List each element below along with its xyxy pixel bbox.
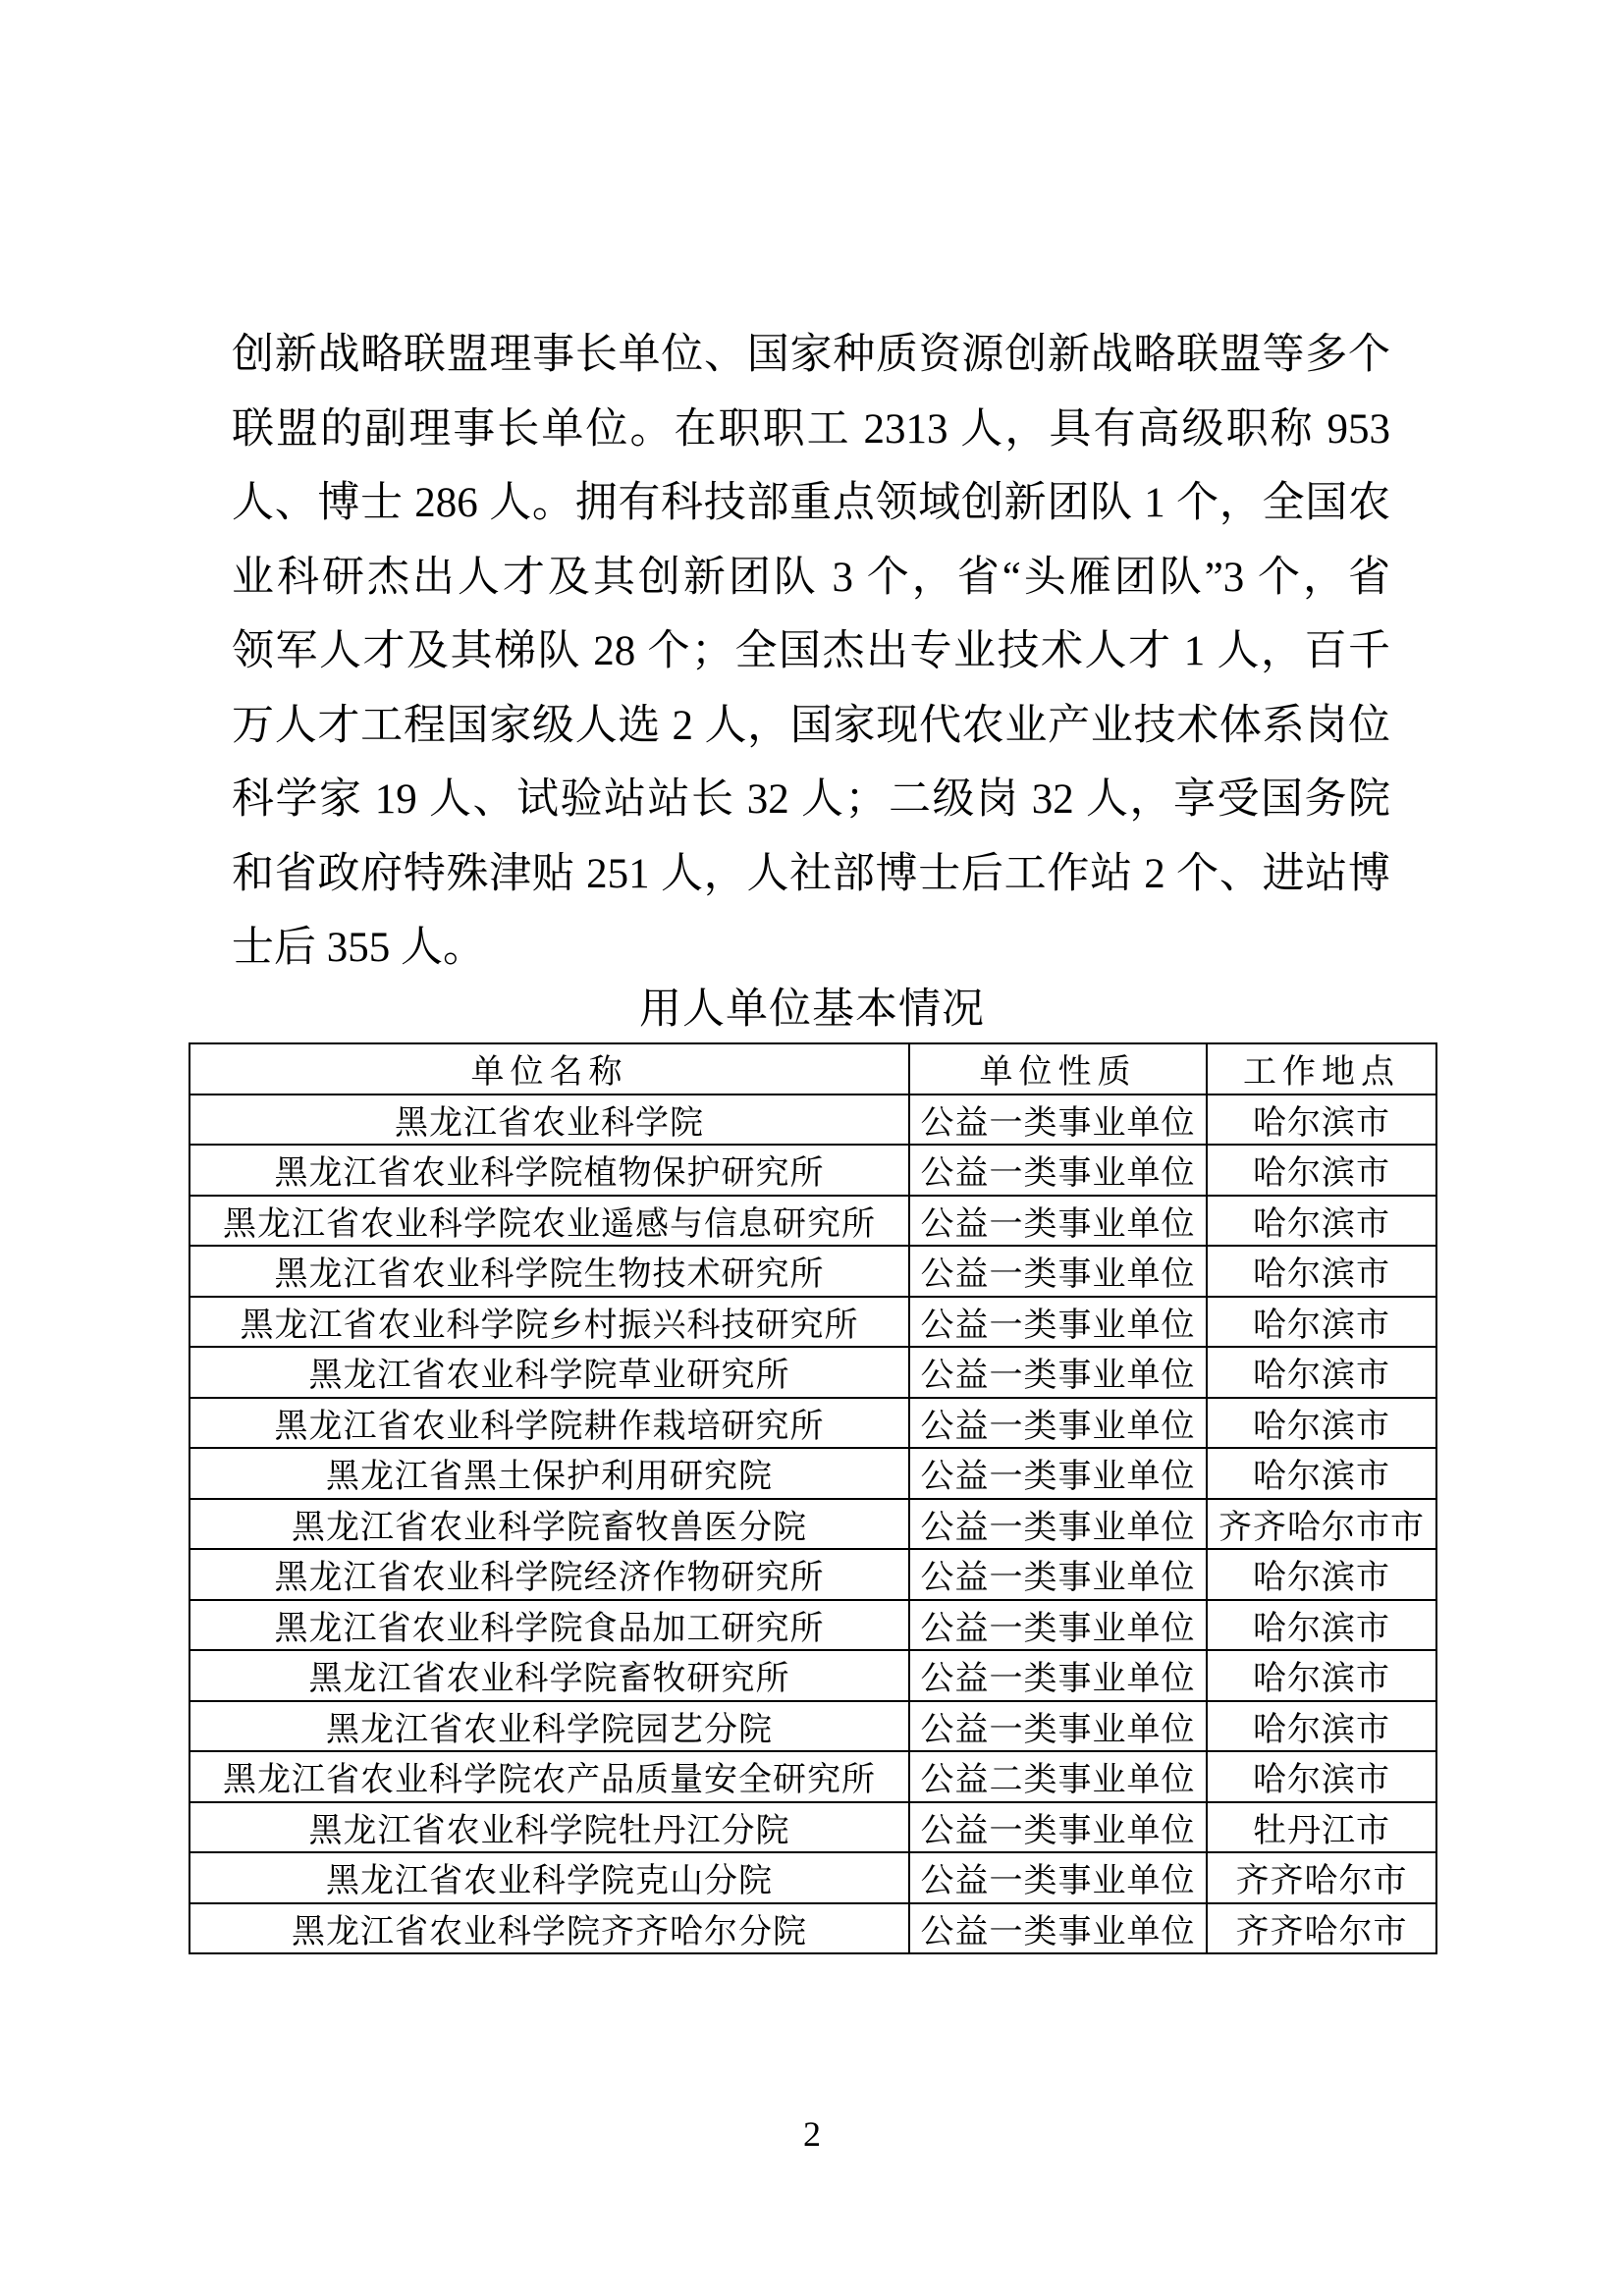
table-cell: 公益一类事业单位 xyxy=(909,1802,1207,1853)
table-cell: 齐齐哈尔市市 xyxy=(1207,1499,1436,1550)
table-cell: 黑龙江省农业科学院克山分院 xyxy=(189,1852,909,1903)
table-row xyxy=(189,1095,1436,1146)
table-cell: 哈尔滨市 xyxy=(1207,1448,1436,1499)
paragraph-line: 创新战略联盟理事长单位、国家种质资源创新战略联盟等多个 xyxy=(232,332,1390,378)
table-cell: 黑龙江省农业科学院 xyxy=(189,1095,909,1146)
table-cell: 公益一类事业单位 xyxy=(909,1398,1207,1449)
table-row xyxy=(189,1145,1436,1196)
table-cell: 黑龙江省农业科学院植物保护研究所 xyxy=(189,1145,909,1196)
table-cell: 公益一类事业单位 xyxy=(909,1650,1207,1701)
table-row xyxy=(189,1196,1436,1247)
table-cell: 黑龙江省农业科学院农产品质量安全研究所 xyxy=(189,1751,909,1802)
table-row xyxy=(189,1852,1436,1903)
table-cell: 公益一类事业单位 xyxy=(909,1145,1207,1196)
paragraph-line: 万人才工程国家级人选 2 人，国家现代农业产业技术体系岗位 xyxy=(232,702,1390,749)
table-cell: 黑龙江省农业科学院园艺分院 xyxy=(189,1701,909,1752)
table-cell: 黑龙江省农业科学院畜牧研究所 xyxy=(189,1650,909,1701)
table-row xyxy=(189,1802,1436,1853)
table-cell: 黑龙江省农业科学院草业研究所 xyxy=(189,1347,909,1398)
table-cell: 公益一类事业单位 xyxy=(909,1347,1207,1398)
table-row xyxy=(189,1600,1436,1651)
table-row xyxy=(189,1701,1436,1752)
column-header: 单位名称 xyxy=(189,1043,909,1095)
table-row xyxy=(189,1297,1436,1348)
table-cell: 哈尔滨市 xyxy=(1207,1650,1436,1701)
paragraph-line: 人、博士 286 人。拥有科技部重点领域创新团队 1 个，全国农 xyxy=(232,480,1390,526)
table-cell: 公益一类事业单位 xyxy=(909,1448,1207,1499)
units-table xyxy=(189,1042,1437,1954)
table-title: 用人单位基本情况 xyxy=(639,987,985,1033)
table-header-row xyxy=(189,1043,1436,1095)
body-paragraph xyxy=(232,318,1390,986)
paragraph-line: 和省政府特殊津贴 251 人，人社部博士后工作站 2 个、进站博 xyxy=(232,850,1390,897)
table-row xyxy=(189,1650,1436,1701)
column-header: 工作地点 xyxy=(1207,1043,1436,1095)
table-cell: 黑龙江省农业科学院农业遥感与信息研究所 xyxy=(189,1196,909,1247)
table-cell: 黑龙江省农业科学院齐齐哈尔分院 xyxy=(189,1903,909,1954)
table-cell: 齐齐哈尔市 xyxy=(1207,1903,1436,1954)
table-cell: 哈尔滨市 xyxy=(1207,1297,1436,1348)
paragraph-line: 士后 355 人。 xyxy=(232,925,485,971)
table-cell: 黑龙江省农业科学院耕作栽培研究所 xyxy=(189,1398,909,1449)
table-cell: 公益一类事业单位 xyxy=(909,1246,1207,1297)
table-cell: 牡丹江市 xyxy=(1207,1802,1436,1853)
table-cell: 黑龙江省农业科学院食品加工研究所 xyxy=(189,1600,909,1651)
table-row xyxy=(189,1903,1436,1954)
paragraph-line: 联盟的副理事长单位。在职职工 2313 人，具有高级职称 953 xyxy=(232,405,1390,453)
table-cell: 公益一类事业单位 xyxy=(909,1549,1207,1600)
table-cell: 公益一类事业单位 xyxy=(909,1600,1207,1651)
table-cell: 公益一类事业单位 xyxy=(909,1852,1207,1903)
table-cell: 黑龙江省农业科学院经济作物研究所 xyxy=(189,1549,909,1600)
table-cell: 哈尔滨市 xyxy=(1207,1145,1436,1196)
table-cell: 哈尔滨市 xyxy=(1207,1398,1436,1449)
table-cell: 齐齐哈尔市 xyxy=(1207,1852,1436,1903)
table-row xyxy=(189,1398,1436,1449)
table-cell: 公益一类事业单位 xyxy=(909,1095,1207,1146)
table-cell: 公益一类事业单位 xyxy=(909,1196,1207,1247)
table-cell: 公益一类事业单位 xyxy=(909,1903,1207,1954)
paragraph-line: 科学家 19 人、试验站站长 32 人；二级岗 32 人，享受国务院 xyxy=(232,776,1390,823)
table-cell: 公益一类事业单位 xyxy=(909,1499,1207,1550)
table-cell: 公益二类事业单位 xyxy=(909,1751,1207,1802)
table-row xyxy=(189,1347,1436,1398)
table-cell: 黑龙江省农业科学院牡丹江分院 xyxy=(189,1802,909,1853)
table-cell: 黑龙江省农业科学院生物技术研究所 xyxy=(189,1246,909,1297)
paragraph-line: 业科研杰出人才及其创新团队 3 个，省“头雁团队”3 个，省 xyxy=(232,554,1390,601)
table-cell: 哈尔滨市 xyxy=(1207,1246,1436,1297)
page-number: 2 xyxy=(803,2114,821,2154)
table-row xyxy=(189,1549,1436,1600)
column-header: 单位性质 xyxy=(909,1043,1207,1095)
table-cell: 哈尔滨市 xyxy=(1207,1095,1436,1146)
table-cell: 哈尔滨市 xyxy=(1207,1600,1436,1651)
table-cell: 黑龙江省农业科学院乡村振兴科技研究所 xyxy=(189,1297,909,1348)
paragraph-line: 领军人才及其梯队 28 个；全国杰出专业技术人才 1 人，百千 xyxy=(232,628,1390,674)
table-cell: 黑龙江省农业科学院畜牧兽医分院 xyxy=(189,1499,909,1550)
table-cell: 哈尔滨市 xyxy=(1207,1347,1436,1398)
table-row xyxy=(189,1448,1436,1499)
table-cell: 哈尔滨市 xyxy=(1207,1701,1436,1752)
table-row xyxy=(189,1499,1436,1550)
table-row xyxy=(189,1751,1436,1802)
table-cell: 公益一类事业单位 xyxy=(909,1701,1207,1752)
table-cell: 哈尔滨市 xyxy=(1207,1196,1436,1247)
table-row xyxy=(189,1246,1436,1297)
table-cell: 哈尔滨市 xyxy=(1207,1751,1436,1802)
table-cell: 公益一类事业单位 xyxy=(909,1297,1207,1348)
table-cell: 哈尔滨市 xyxy=(1207,1549,1436,1600)
table-cell: 黑龙江省黑土保护利用研究院 xyxy=(189,1448,909,1499)
